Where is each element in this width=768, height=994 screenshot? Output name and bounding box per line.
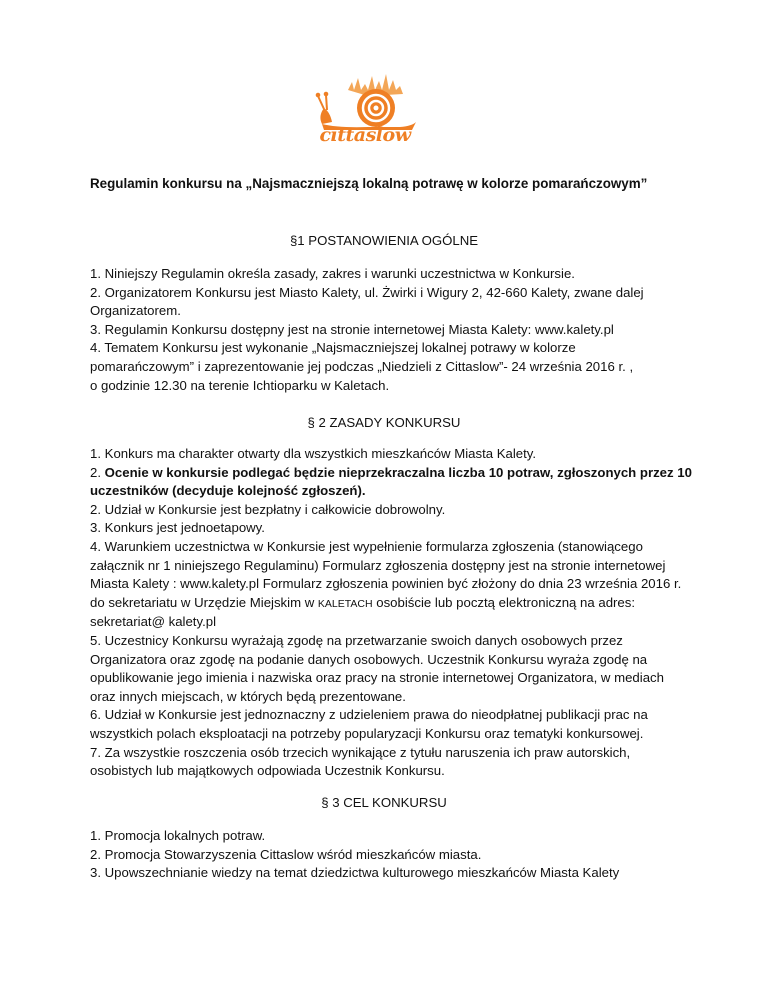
section-2-body	[90, 445, 690, 781]
section-2-line: 6. Udział w Konkursie jest jednoznaczny z udzieleniem prawa do nieodpłatnej publikacji prac na	[90, 707, 648, 723]
section-1-body	[90, 265, 690, 395]
small-caps-text: KALETACH	[317, 597, 373, 610]
section-2-line: 3. Konkurs jest jednoetapowy.	[90, 520, 265, 536]
section-2-line: opublikowanie jego imienia i nazwiska oraz pracy na stronie internetowej Organizatora, w mediach	[90, 670, 664, 686]
text-part: osobiście lub pocztą elektroniczną na adres:	[372, 594, 636, 610]
item-number: 2.	[90, 464, 105, 480]
section-2-line	[90, 464, 690, 483]
document-title: Regulamin konkursu na „Najsmaczniejszą lokalną potrawę w kolorze pomarańczowym”	[90, 176, 648, 191]
section-3-line: 1. Promocja lokalnych potraw.	[90, 828, 266, 843]
section-2-line: osobistych lub majątkowych odpowiada Uczestnik Konkursu.	[90, 763, 445, 779]
section-3-line: 2. Promocja Stowarzyszenia Cittaslow wśród mieszkańców miasta.	[90, 846, 482, 862]
section-3-body	[90, 827, 690, 883]
section-3-heading: § 3 CEL KONKURSU	[321, 795, 447, 810]
section-2-line: 4. Warunkiem uczestnictwa w Konkursie jest wypełnienie formularza zgłoszenia (stanowiącego	[90, 538, 643, 554]
section-3-line: 3. Upowszechnianie wiedzy na temat dziedzictwa kulturowego mieszkańców Miasta Kalety	[90, 865, 620, 881]
section-2-line: Organizatora oraz zgodę na podanie danych osobowych. Uczestnik Konkursu wyraża zgodę na	[90, 651, 648, 667]
section-2-line: 5. Uczestnicy Konkursu wyrażają zgodę na przetwarzanie swoich danych osobowych przez	[90, 632, 623, 648]
cittaslow-logo	[308, 72, 424, 164]
section-1-line: pomarańczowym” i zaprezentowanie jej podczas „Niedzieli z Cittaslow”- 24 września 2016 r. ,	[90, 358, 634, 374]
section-2-line: 1. Konkurs ma charakter otwarty dla wszystkich mieszkańców Miasta Kalety.	[90, 446, 537, 461]
section-2-line	[90, 594, 690, 614]
section-1-line: 2. Organizatorem Konkursu jest Miasto Kalety, ul. Żwirki i Wigury 2, 42-660 Kalety, zwane dalej	[90, 284, 644, 300]
section-1-line: 1. Niniejszy Regulamin określa zasady, zakres i warunki uczestnictwa w Konkursie.	[90, 266, 575, 281]
section-2-line: wszystkich polach eksploatacji na potrzeby popularyzacji Konkursu oraz tematyki konkursowej.	[90, 725, 644, 741]
section-1-line: o godzinie 12.30 na terenie Ichtioparku w Kaletach.	[90, 377, 390, 393]
section-2-heading: § 2 ZASADY KONKURSU	[307, 415, 461, 430]
cittaslow-logo-text: cittaslow	[319, 124, 411, 146]
section-2-line: Miasta Kalety : www.kalety.pl Formularz zgłoszenia powinien być złożony do dnia 23 września 2016 r.	[90, 576, 682, 592]
section-2-line: uczestników (decyduje kolejność zgłoszeń).	[90, 483, 366, 499]
section-1-line: 4. Tematem Konkursu jest wykonanie „Najsmaczniejszej lokalnej potrawy w kolorze	[90, 340, 576, 356]
section-2-line: oraz innych miejscach, w których będą prezentowane.	[90, 688, 406, 704]
section-2-line: załącznik nr 1 niniejszego Regulaminu) Formularz zgłoszenia dostępny jest na stronie internetowej	[90, 557, 666, 573]
text-part: do sekretariatu w Urzędzie Miejskim w	[90, 594, 318, 610]
section-1-heading: §1 POSTANOWIENIA OGÓLNE	[289, 233, 479, 248]
section-2-line: sekretariat@ kalety.pl	[90, 614, 217, 630]
bold-text: Ocenie w konkursie podlegać będzie nieprzekraczalna liczba 10 potraw, zgłoszonych przez 10	[104, 464, 692, 480]
section-1-line: 3. Regulamin Konkursu dostępny jest na stronie internetowej Miasta Kalety: www.kalety.pl	[90, 321, 614, 337]
section-2-line: 7. Za wszystkie roszczenia osób trzecich wynikające z tytułu naruszenia ich praw autorskich,	[90, 744, 631, 760]
section-1-line: Organizatorem.	[90, 303, 181, 319]
snail-logo-icon	[308, 72, 424, 132]
section-2-line: 2. Udział w Konkursie jest bezpłatny i całkowicie dobrowolny.	[90, 501, 446, 517]
